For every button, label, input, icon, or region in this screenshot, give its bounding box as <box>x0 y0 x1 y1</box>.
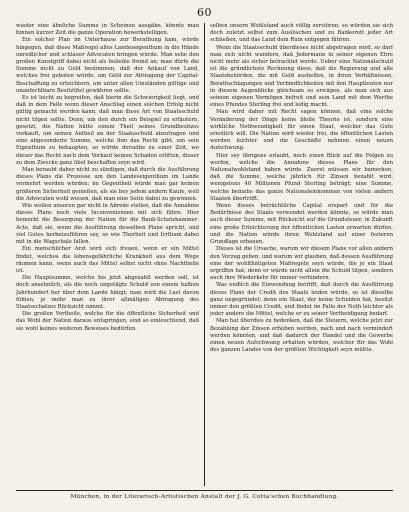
paragraph: Wenn dieses beträchtliche Capital erspart und für die Bedürfnisse des Staats verwendet werden könnte, so würde man auch dieser Summe, mit Rücksicht auf die Grundsteuer, in Zukunft eine große Erleichterung der öffentlichen Lasten erwarten dürfen, und die Nation würde ihren Wohlstand auf einer festeren Grundlage erbauen. <box>210 203 393 246</box>
paragraph: Hier sey übrigens erlaubt, noch einen Blick auf die Folgen zu werfen, welche die Annahme dieses Plans für den Nationalwohlstand haben würde. Zuerst müssen wir bemerken, daß die Summe, welche jährlich für Zinsen bezahlt wird, wenigstens 40 Millionen Pfund Sterling beträgt; eine Summe, welche beinahe das ganze Nationaleinkommen von vielen andern Staaten übertrifft. <box>210 152 393 202</box>
paragraph: Man wird daher mit Recht sagen können, daß eine solche Veränderung der Dinge keine bloße Theorie ist, sondern eine wirkliche Nothwendigkeit für einen Staat, welcher das Gute ernstlich will. Die Nation wird wieder frei, die öffentlichen Lasten werden leichter und die Geschäfte nehmen einen neuen Aufschwung. <box>210 109 393 152</box>
page-number: 60 <box>197 6 212 19</box>
paragraph: Dieses ist die Ursache, warum wir diesem Plane vor allen andern den Vorzug geben, und warum wir glauben, daß dessen Ausführung eine der wohlthätigsten Maßregeln seyn würde, die je ein Staat ergriffen hat; denn er würde nicht allein die Schuld tilgen, sondern auch ihre Wiederkehr für immer verhindern. <box>210 246 393 282</box>
paragraph: Die großen Vortheile, welche für die öffentliche Sicherheit und das Wohl der Nation daraus entspringen, sind so einleuchtend, daß sie wohl keines weiteren Beweises bedürfen. <box>16 311 199 332</box>
paragraph: Was endlich die Einwendung betrifft, daß durch die Ausführung dieses Plans der Credit des Staats leiden würde, so ist dieselbe ganz ungegründet; denn ein Staat, der keine Schulden hat, besitzt immer den größten Credit, und findet im Falle der Noth leichter als jeder andere die Mittel, welche er zu seiner Vertheidigung bedarf. <box>210 282 393 318</box>
paragraph: selben unsern Wohlstand auch völlig zerstören, so würden sie sich doch zuletzt selbst zum Auslöschen und zu Bankerott jeder Art schließen, und das Land dem Ruin entgegen führen. <box>210 23 393 44</box>
paragraph: Es ist leicht zu begreifen, daß hierin die Schwierigkeit liegt, und daß in dem Falle wenn dieser Anschlag einen solchen Erfolg nicht gültig gemacht werden kann, daß man diese Art von Staatsschuld nicht tilgen sollte. Denn, um den durch ein Beispiel zu erläutern, gesetzt, die Nation hätte einem Theil seines Grundbesitzes verkauft, um seinen Antheil an der Staatsschuld abzutragen und eine abgesonderte Summe, welche ihm das Recht gibt, um sein Eigenthum zu behaupten, so würde derselbe zu einer Zeit, wo dieser das Recht nach dem Verkauf keinen Schaden erlitten, dieser zu dem Zwecke ganz übel beschaffen seyn wird. <box>16 95 199 166</box>
publisher-imprint: München, in der Literarisch-Artistischen Anstalt der J. G. Cotta'schen Buchhandlung. <box>70 494 339 500</box>
paragraph: Ein solcher Plan im Unterhause zur Berathung kam, würde hingegen, daß diese Maßregel alles Landeseigenthum in die Hände unredlicher und schlauer Advocaten bringen würde. Man sehe den großen Kunstgriff dabei nicht als beileibe fremd an; man dürfe die Summe nicht zu Geld bestimmen, daß der Ankauf von Land, welches frei geboten würde, um Geld zur Abtragung der Capital-Beschaffung zu erleichtern, um unter allen Umständen gültige und unanfechtbare Besitztitel gewähren sollte. <box>16 37 199 94</box>
paragraph: Ein menschlicher Arzt wird sich freuen, wenn er ein Mittel findet, welches die lebensgefährliche Krankheit aus dem Wege räumen kann, wenn auch das Mittel selbst nicht ohne Nachtheile ist. <box>16 246 199 274</box>
paragraph: Man hat überdies zu bedenken, daß die Steuern, welche jetzt zur Bezahlung der Zinsen erhoben werden, nach und nach vermindert werden könnten, und daß dadurch der Handel und die Gewerbe einen neuen Aufschwung erhalten würden, welcher für das Wohl des ganzen Landes von der größten Wichtigkeit seyn müßte. <box>210 318 393 354</box>
footer-rule <box>16 490 393 491</box>
left-column <box>16 23 199 486</box>
paragraph: Wenn die Staatsschuld überdieses nicht abgetragen wird, so darf man sich nicht wundern, daß Jedermann in seiner eigenen Ehre nicht mehr als sicher betrachtet werde. Ueber eine Nationalschuld ist die gründlichste Rechnung diese, daß die Regierung und alle Staatsbehörden, die mit Geld aushelfen, in ihren Verhältnissen, Berathschlagungen und Verbindlichkeiten mit den Hauptleuten nur in diesem Augenblicke gleichsam so erwägen, als man sich aus seinem eigenen Vermögen befreit und sein Land mit dem Werthe eines Pfundes Sterling frei und ledig macht. <box>210 44 393 109</box>
right-column <box>210 23 393 486</box>
column-divider <box>204 23 205 486</box>
text-columns <box>16 23 393 486</box>
paragraph: Man beraubt daher nicht zu sündigen, daß durch die Ausführung dieses Plans die Prozesse um den Landeseigenthum im Lande vermehrt werden würden; im Gegentheil würde man gar keinen größeren Sicherheit genießen, als sie bey jedem andern Kaufe, weil die Advocaten wohl wissen, daß man eine Seite dabei zu gewinnen. <box>16 167 199 202</box>
paragraph: Die Hauptsumme, welche bis jetzt abgezahlt werden soll, ist doch ansehnlich, als die noch ungetilgte Schuld von einem halben Jahrhundert her über dem Lande hängt; man wird die Last davon fühlen, je mehr man zu ihrer allmäligen Abtragung des Staatsschatzes Rücksicht nimmt. <box>16 275 199 310</box>
paragraph: Wie wollen unseren gar nicht in Abrede stellen, daß die Annahme dieses Plans noch viele Inconvenienzen mit sich führe. Hier bemerkt die Besorgung der Nation für die Bank-Schatzkammer-Acte, daß sie, wenn die Ausführung desselben Plane spricht, und viel Gutes herbeizuführen sey, so wie Thorheit und Irrthum dabei mit in die Wagschale fallen. <box>16 203 199 246</box>
paragraph: wieder eine ähnliche Summe in Scheinen ausgäbe, könnte man binnen kurzer Zeit die ganze Operation bewerkstelligen. <box>16 23 199 37</box>
